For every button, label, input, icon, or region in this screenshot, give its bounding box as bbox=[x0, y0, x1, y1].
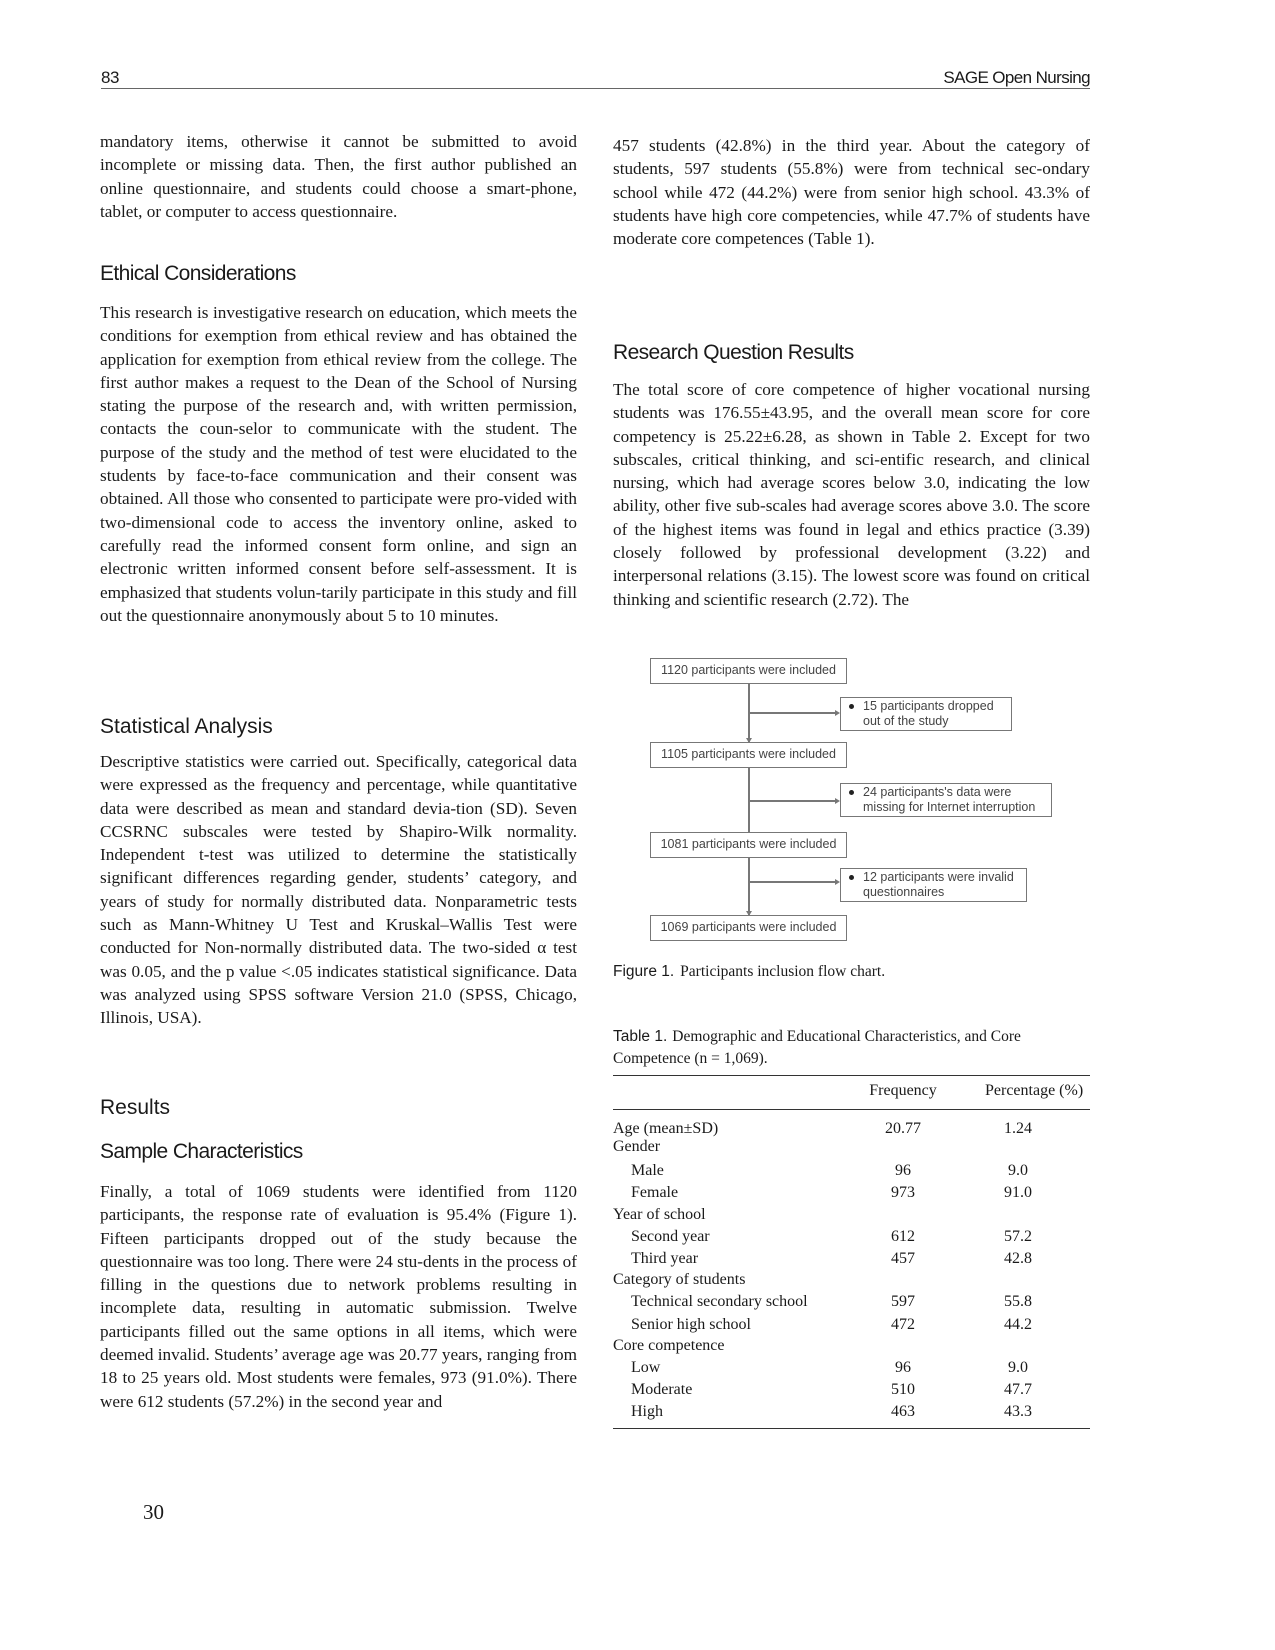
flow-branch bbox=[748, 881, 836, 883]
flow-branch bbox=[748, 712, 836, 714]
ethical-paragraph: This research is investigative research on education, which meets the conditions for exemption from ethical review and has obtained the application for exemption from ethical review from the college. The first author makes a request to the Dean of the School of Nursing stating the purpose of the research and, with written permission, contacts the coun-selor to communicate with the student. The purpose of the study and the method of test were elucidated to the students by face-to-face communication and their consent was obtained. All those who consented to participate were pro-vided with two-dimensional code to access the inventory online, asked to carefully read the informed consent form online, and sign an electronic written informed consent before self-assessment. It is emphasized that students volun-tarily participate in this study and fill out the questionnaire anonymously about 5 to 10 minutes. bbox=[100, 303, 577, 625]
exclusion-line: 15 participants dropped bbox=[863, 699, 994, 713]
percentage-cell: 44.2 bbox=[1004, 1316, 1032, 1333]
bullet-icon bbox=[849, 875, 854, 880]
flow-branch bbox=[748, 800, 836, 802]
intro-paragraph: mandatory items, otherwise it cannot be submitted to avoid incomplete or missing data. Then, the first author published an online questionnaire, and students could choose a smart-phone, tablet, or computer to access questionnaire. bbox=[100, 132, 577, 221]
exclusion-line: out of the study bbox=[863, 714, 949, 728]
table-row bbox=[613, 1162, 1090, 1184]
row-label: Senior high school bbox=[631, 1316, 751, 1333]
ethical-heading: Ethical Considerations bbox=[100, 262, 296, 285]
table-row bbox=[613, 1403, 1090, 1425]
exclusion-line: 12 participants were invalid bbox=[863, 870, 1014, 884]
flow-exclusion-dropped bbox=[840, 697, 1012, 731]
frequency-cell: 457 bbox=[891, 1250, 915, 1267]
flow-exclusion-missing bbox=[840, 783, 1052, 817]
frequency-cell: 612 bbox=[891, 1228, 915, 1245]
exclusion-line: missing for Internet interruption bbox=[863, 800, 1036, 814]
exclusion-line: questionnaires bbox=[863, 885, 945, 899]
percentage-cell: 42.8 bbox=[1004, 1250, 1032, 1267]
percentage-cell: 9.0 bbox=[1008, 1359, 1028, 1376]
row-label: Gender bbox=[613, 1138, 661, 1155]
frequency-cell: 973 bbox=[891, 1184, 915, 1201]
row-label: Category of students bbox=[613, 1271, 746, 1288]
row-label: Low bbox=[631, 1359, 661, 1376]
frequency-cell: 96 bbox=[895, 1162, 911, 1179]
row-label: Moderate bbox=[631, 1381, 693, 1398]
column-header-percentage: Percentage (%) bbox=[985, 1082, 1084, 1099]
frequency-cell: 463 bbox=[891, 1403, 915, 1420]
frequency-cell: 472 bbox=[891, 1316, 915, 1333]
flow-exclusion-invalid bbox=[840, 868, 1027, 902]
journal-name: SAGE Open Nursing bbox=[943, 68, 1090, 87]
flow-connector bbox=[748, 768, 750, 840]
table-header-rule bbox=[613, 1109, 1090, 1110]
row-label: Core competence bbox=[613, 1337, 725, 1354]
table-caption bbox=[613, 1026, 1090, 1070]
frequency-cell: 96 bbox=[895, 1359, 911, 1376]
results-heading: Results bbox=[100, 1096, 171, 1119]
figure-caption-text: Participants inclusion flow chart. bbox=[680, 963, 886, 980]
table-row bbox=[613, 1184, 1090, 1206]
table-row bbox=[613, 1316, 1090, 1338]
exclusion-line: 24 participants's data were bbox=[863, 785, 1012, 799]
statistical-heading: Statistical Analysis bbox=[100, 715, 273, 738]
column-header-frequency: Frequency bbox=[869, 1082, 937, 1099]
percentage-cell: 57.2 bbox=[1004, 1228, 1032, 1245]
table-row bbox=[613, 1206, 1090, 1228]
sample-characteristics-heading: Sample Characteristics bbox=[100, 1140, 303, 1163]
row-label: Male bbox=[631, 1162, 664, 1179]
page-number: 30 bbox=[143, 1500, 164, 1524]
research-question-paragraph: The total score of core competence of higher vocational nursing students was 176.55±43.95, and the overall mean score for core competency is 25.22±6.28, as shown in Table 2. Except for two subscales, critical thinking, and sci-entific research, and clinical nursing, which had average scores below 3.0, indicating the low ability, other five sub-scales had average scores above 3.0. The score of the highest items was found in legal and ethics practice (3.39) closely followed by professional development (3.22) and interpersonal relations (3.15). The lowest score was found on critical thinking and scientific research (2.72). The bbox=[613, 380, 1090, 609]
frequency-cell: 510 bbox=[891, 1381, 915, 1398]
percentage-cell: 91.0 bbox=[1004, 1184, 1032, 1201]
flow-box-1081-included: 1081 participants were included bbox=[650, 832, 847, 858]
figure-caption bbox=[613, 963, 885, 981]
participants-flow-chart bbox=[650, 658, 1070, 948]
table-row bbox=[613, 1271, 1090, 1293]
research-question-heading: Research Question Results bbox=[613, 341, 854, 364]
table-row bbox=[613, 1337, 1090, 1359]
table-row bbox=[613, 1228, 1090, 1250]
bullet-icon bbox=[849, 704, 854, 709]
percentage-cell: 47.7 bbox=[1004, 1381, 1032, 1398]
flow-box-1105-included: 1105 participants were included bbox=[650, 742, 847, 768]
flow-box-1069-included: 1069 participants were included bbox=[650, 915, 847, 941]
table-row bbox=[613, 1359, 1090, 1381]
table-top-rule bbox=[613, 1075, 1090, 1076]
percentage-cell: 1.24 bbox=[1004, 1120, 1032, 1137]
row-label: Year of school bbox=[613, 1206, 706, 1223]
flow-connector bbox=[748, 858, 750, 915]
frequency-cell: 597 bbox=[891, 1293, 915, 1310]
sample-characteristics-paragraph: Finally, a total of 1069 students were identified from 1120 participants, the response rate of evaluation is 95.4% (Figure 1). Fifteen participants dropped out of the study because the questionnaire was too long. There were 24 stu-dents in the process of filling in the questions due to network problems resulting in incomplete data, resulting in automatic submission. Twelve participants filled out the same options in all items, which were deemed invalid. Students’ average age was 20.77 years, ranging from 18 to 25 years old. Most students were females, 973 (91.0%). There were 612 students (57.2%) in the second year and bbox=[100, 1182, 577, 1411]
percentage-cell: 55.8 bbox=[1004, 1293, 1032, 1310]
statistical-paragraph: Descriptive statistics were carried out. Specifically, categorical data were expressed as the frequency and percentage, while quantitative data were described as mean and standard devia-tion (SD). Seven CCSRNC subscales were tested by Shapiro-Wilk normality. Independent t-test was utilized to determine the statistically significant differences regarding gender, students’ category, and years of study for normally distributed data. Nonparametric tests such as Mann-Whitney U Test and Kruskal–Wallis Test were conducted for Non-normally distributed data. The two-sided α test was 0.05, and the p value <.05 indicates statistical significance. Data was analyzed using SPSS software Version 21.0 (SPSS, Chicago, Illinois, USA). bbox=[100, 752, 577, 1028]
bullet-icon bbox=[849, 790, 854, 795]
frequency-cell: 20.77 bbox=[885, 1120, 921, 1137]
row-label: Second year bbox=[631, 1228, 710, 1245]
flow-box-1120-included: 1120 participants were included bbox=[650, 658, 847, 684]
row-label: Age (mean±SD) bbox=[613, 1120, 719, 1137]
percentage-cell: 43.3 bbox=[1004, 1403, 1032, 1420]
row-label: Female bbox=[631, 1184, 679, 1201]
table-bottom-rule bbox=[613, 1428, 1090, 1429]
row-label: Third year bbox=[631, 1250, 699, 1267]
row-label: High bbox=[631, 1403, 663, 1420]
table-row bbox=[613, 1293, 1090, 1315]
figure-caption-label: Figure 1. bbox=[613, 963, 675, 980]
table-row bbox=[613, 1250, 1090, 1272]
table-row bbox=[613, 1138, 1090, 1160]
row-label: Technical secondary school bbox=[631, 1293, 808, 1310]
table-caption-text: Demographic and Educational Characteristics, and Core Competence (n = 1,069). bbox=[613, 1028, 1021, 1067]
running-header bbox=[101, 66, 1090, 89]
table-caption-label: Table 1. bbox=[613, 1028, 668, 1045]
percentage-cell: 9.0 bbox=[1008, 1162, 1028, 1179]
table-row bbox=[613, 1381, 1090, 1403]
header-page-number: 83 bbox=[101, 68, 119, 87]
continuation-paragraph: 457 students (42.8%) in the third year. About the category of students, 597 students (55.8%) were from technical sec-ondary school while 472 (44.2%) were from senior high school. 43.3% of students have high core competencies, while 47.7% of students have moderate core competences (Table 1). bbox=[613, 136, 1090, 249]
